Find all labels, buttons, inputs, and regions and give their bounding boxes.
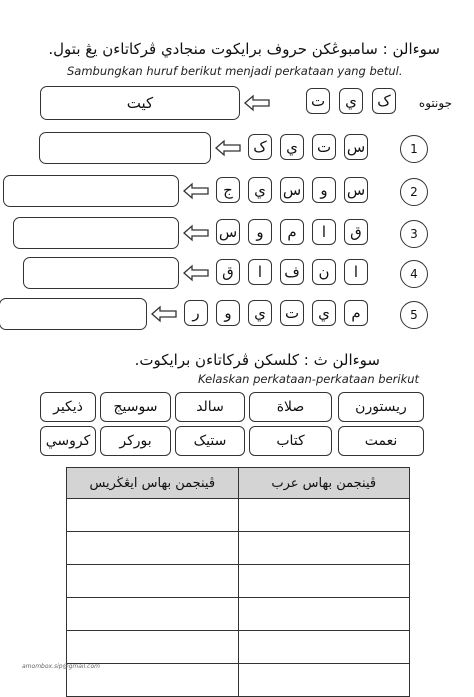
question-number: 1 bbox=[400, 135, 428, 163]
letter-tile: ن bbox=[312, 259, 336, 285]
example-letter-tile: ک bbox=[372, 88, 396, 114]
arabic-loanword-cell[interactable] bbox=[238, 565, 410, 598]
question-number: 4 bbox=[400, 260, 428, 288]
table-row bbox=[67, 598, 410, 631]
english-loanword-cell[interactable] bbox=[67, 598, 239, 631]
example-letter-tile: ت bbox=[306, 88, 330, 114]
letter-tile: م bbox=[344, 300, 368, 326]
word-card[interactable]: نعمت bbox=[338, 426, 424, 456]
letter-tile: ق bbox=[344, 219, 368, 245]
word-card[interactable]: بورکر bbox=[100, 426, 171, 456]
table-row bbox=[67, 664, 410, 697]
letter-tile: ت bbox=[280, 300, 304, 326]
letter-tile: ي bbox=[248, 177, 272, 203]
word-card[interactable]: کروسي bbox=[40, 426, 96, 456]
letter-tile: ي bbox=[248, 300, 272, 326]
arrow-left-icon bbox=[182, 182, 210, 200]
letter-tile: س bbox=[344, 134, 368, 160]
letter-tile: ي bbox=[280, 134, 304, 160]
header-arabic-loanwords: ڤينجمن بهاس عرب bbox=[238, 468, 410, 499]
letter-tile: م bbox=[280, 219, 304, 245]
english-loanword-cell[interactable] bbox=[67, 532, 239, 565]
answer-box[interactable] bbox=[39, 132, 211, 164]
question-2-instruction: Kelaskan perkataan-perkataan berikut bbox=[198, 372, 420, 386]
arrow-left-icon bbox=[182, 224, 210, 242]
table-row bbox=[67, 499, 410, 532]
arabic-loanword-cell[interactable] bbox=[238, 532, 410, 565]
letter-tile: ک bbox=[248, 134, 272, 160]
question-number: 5 bbox=[400, 301, 428, 329]
arabic-loanword-cell[interactable] bbox=[238, 499, 410, 532]
letter-tile: ا bbox=[312, 219, 336, 245]
letter-tile: و bbox=[216, 300, 240, 326]
question-1-title: سوءالن : سامبوڠکن حروف برايکوت منجادي ڤرکاتاءن يڠ بتول. bbox=[48, 40, 440, 58]
letter-tile: ف bbox=[280, 259, 304, 285]
example-letter-tile: ي bbox=[339, 88, 363, 114]
arabic-loanword-cell[interactable] bbox=[238, 598, 410, 631]
table-header-row bbox=[67, 468, 410, 499]
word-card[interactable]: سالد bbox=[175, 392, 245, 422]
letter-tile: س bbox=[216, 219, 240, 245]
letter-tile: و bbox=[248, 219, 272, 245]
answer-box[interactable] bbox=[0, 298, 147, 330]
letter-tile: س bbox=[344, 177, 368, 203]
arrow-left-icon bbox=[214, 139, 242, 157]
example-label: جونتوه bbox=[418, 96, 452, 110]
header-english-loanwords: ڤينجمن بهاس ايڠڬريس bbox=[67, 468, 239, 499]
english-loanword-cell[interactable] bbox=[67, 499, 239, 532]
letter-tile: ر bbox=[184, 300, 208, 326]
question-2-title: سوءالن ث : کلسکن ڤرکاتاءن برايکوت. bbox=[134, 351, 380, 369]
arrow-left-icon bbox=[182, 264, 210, 282]
letter-tile: ي bbox=[312, 300, 336, 326]
table-row bbox=[67, 631, 410, 664]
example-answer-box: کيت bbox=[40, 86, 240, 120]
question-number: 2 bbox=[400, 178, 428, 206]
answer-box[interactable] bbox=[3, 175, 179, 207]
footer-email: amombox.sip@gmail.com bbox=[22, 663, 100, 670]
arrow-left-icon bbox=[150, 305, 178, 323]
english-loanword-cell[interactable] bbox=[67, 565, 239, 598]
arabic-loanword-cell[interactable] bbox=[238, 631, 410, 664]
letter-tile: ا bbox=[248, 259, 272, 285]
table-row bbox=[67, 532, 410, 565]
answer-box[interactable] bbox=[13, 217, 179, 249]
word-card[interactable]: ذيکير bbox=[40, 392, 96, 422]
letter-tile: و bbox=[312, 177, 336, 203]
word-card[interactable]: ريستورن bbox=[338, 392, 424, 422]
question-1-instruction: Sambungkan huruf berikut menjadi perkataan yang betul. bbox=[67, 64, 403, 78]
letter-tile: ج bbox=[216, 177, 240, 203]
letter-tile: ت bbox=[312, 134, 336, 160]
arabic-loanword-cell[interactable] bbox=[238, 664, 410, 697]
letter-tile: ق bbox=[216, 259, 240, 285]
word-card[interactable]: صلاة bbox=[249, 392, 332, 422]
letter-tile: س bbox=[280, 177, 304, 203]
example-arrow-icon bbox=[243, 94, 271, 112]
english-loanword-cell[interactable] bbox=[67, 631, 239, 664]
word-card[interactable]: سوسيج bbox=[100, 392, 171, 422]
word-card[interactable]: ستيک bbox=[175, 426, 245, 456]
question-number: 3 bbox=[400, 220, 428, 248]
classification-table bbox=[66, 467, 410, 697]
answer-box[interactable] bbox=[23, 257, 179, 289]
letter-tile: ا bbox=[344, 259, 368, 285]
table-row bbox=[67, 565, 410, 598]
word-card[interactable]: کتاب bbox=[249, 426, 332, 456]
